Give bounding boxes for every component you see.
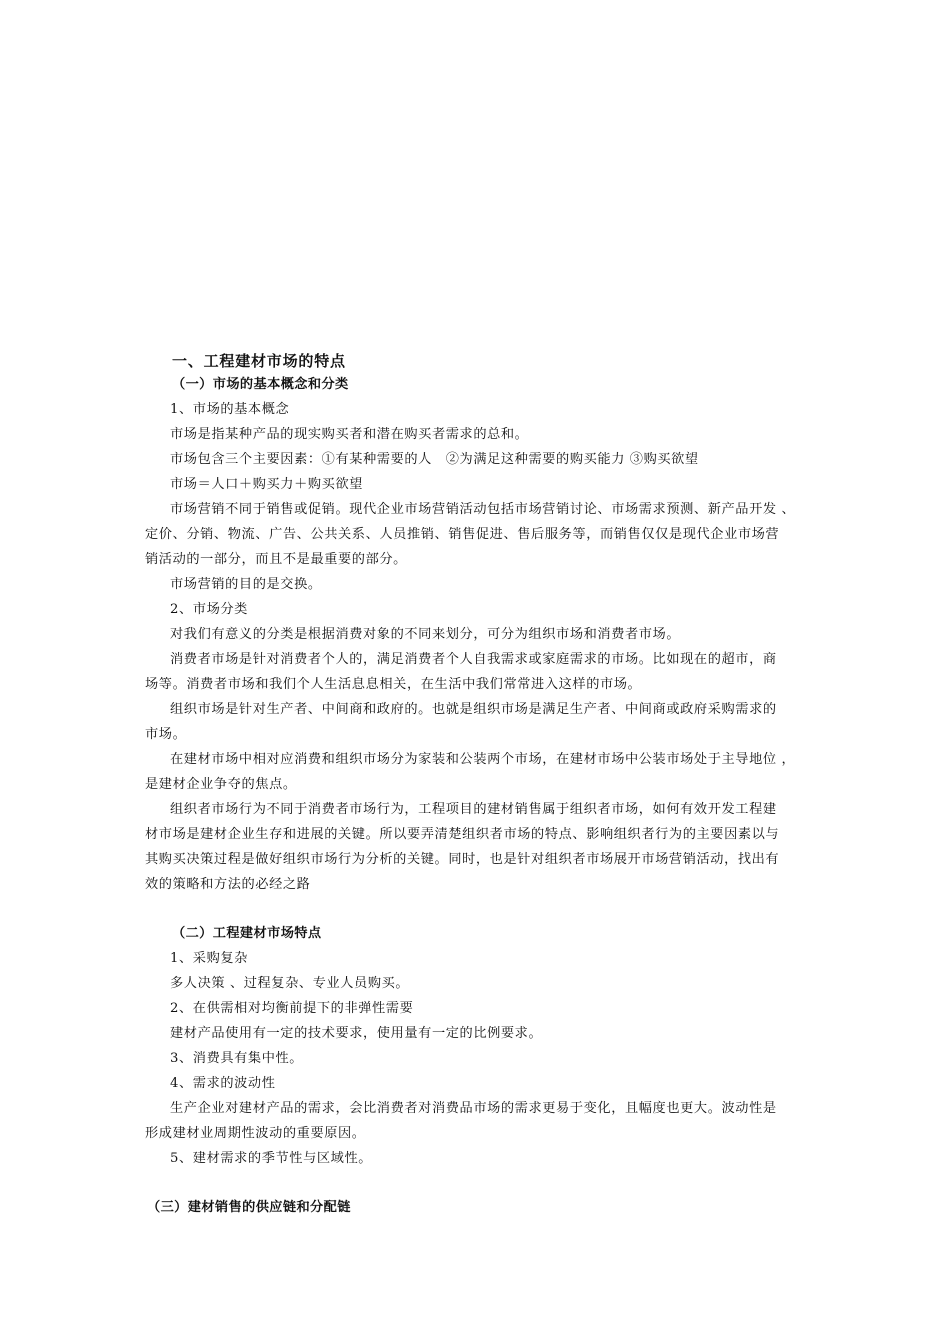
paragraph: 市场。 [145, 727, 187, 742]
paragraph: 在建材市场中相对应消费和组织市场分为家装和公装两个市场，在建材市场中公装市场处于主导地位 ， [170, 752, 796, 767]
paragraph: 定价、分销、物流、广告、公共关系、人员推销、销售促进、售后服务等，而销售仅仅是现代企业市场营 [145, 527, 780, 542]
paragraph: 市场是指某种产品的现实购买者和潜在购买者需求的总和。 [170, 427, 529, 442]
list-item: 3、消费具有集中性。 [170, 1051, 304, 1066]
paragraph: 组织市场是针对生产者、中间商和政府的。也就是组织市场是满足生产者、中间商或政府采购需求的 [170, 702, 777, 717]
subheading-1: 1、市场的基本概念 [170, 402, 290, 417]
paragraph: 市场营销不同于销售或促销。现代企业市场营销活动包括市场营销讨论、市场需求预测、新产品开发 、 [170, 502, 796, 517]
list-item: 4、需求的波动性 [170, 1076, 276, 1091]
paragraph: 组织者市场行为不同于消费者市场行为，工程项目的建材销售属于组织者市场，如何有效开发工程建 [170, 802, 777, 817]
list-item: 2、在供需相对均衡前提下的非弹性需要 [170, 1001, 414, 1016]
list-item: 5、建材需求的季节性与区域性。 [170, 1151, 373, 1166]
paragraph: 是建材企业争夺的焦点。 [145, 777, 297, 792]
paragraph: 材市场是建材企业生存和进展的关键。所以要弄清楚组织者市场的特点、影响组织者行为的主要因素以与 [145, 827, 780, 842]
paragraph: 销活动的一部分，而且不是最重要的部分。 [145, 552, 407, 567]
section-1-title: （一）市场的基本概念和分类 [172, 377, 349, 392]
section-3-title: （三）建材销售的供应链和分配链 [147, 1200, 351, 1215]
list-item: 1、采购复杂 [170, 951, 248, 966]
paragraph: 市场包含三个主要因素：①有某种需要的人 ②为满足这种需要的购买能力 ③购买欲望 [170, 452, 699, 467]
paragraph: 多人决策 、过程复杂、专业人员购买。 [170, 976, 410, 991]
paragraph: 场等。消费者市场和我们个人生活息息相关，在生活中我们常常进入这样的市场。 [145, 677, 642, 692]
paragraph: 其购买决策过程是做好组织市场行为分析的关键。同时，也是针对组织者市场展开市场营销活动，找出有 [145, 852, 780, 867]
subheading-2: 2、市场分类 [170, 602, 248, 617]
paragraph: 消费者市场是针对消费者个人的，满足消费者个人自我需求或家庭需求的市场。比如现在的超市，商 [170, 652, 777, 667]
main-heading: 一、工程建材市场的特点 [172, 352, 346, 370]
paragraph: 建材产品使用有一定的技术要求，使用量有一定的比例要求。 [170, 1026, 543, 1041]
paragraph: 市场营销的目的是交换。 [170, 577, 322, 592]
paragraph: 市场＝人口＋购买力＋购买欲望 [170, 477, 364, 492]
paragraph: 对我们有意义的分类是根据消费对象的不同来划分，可分为组织市场和消费者市场。 [170, 627, 681, 642]
paragraph: 形成建材业周期性波动的重要原因。 [145, 1126, 366, 1141]
section-2-title: （二）工程建材市场特点 [172, 926, 322, 941]
paragraph: 生产企业对建材产品的需求，会比消费者对消费品市场的需求更易于变化，且幅度也更大。波动性是 [170, 1101, 777, 1116]
paragraph: 效的策略和方法的必经之路 [145, 877, 311, 892]
